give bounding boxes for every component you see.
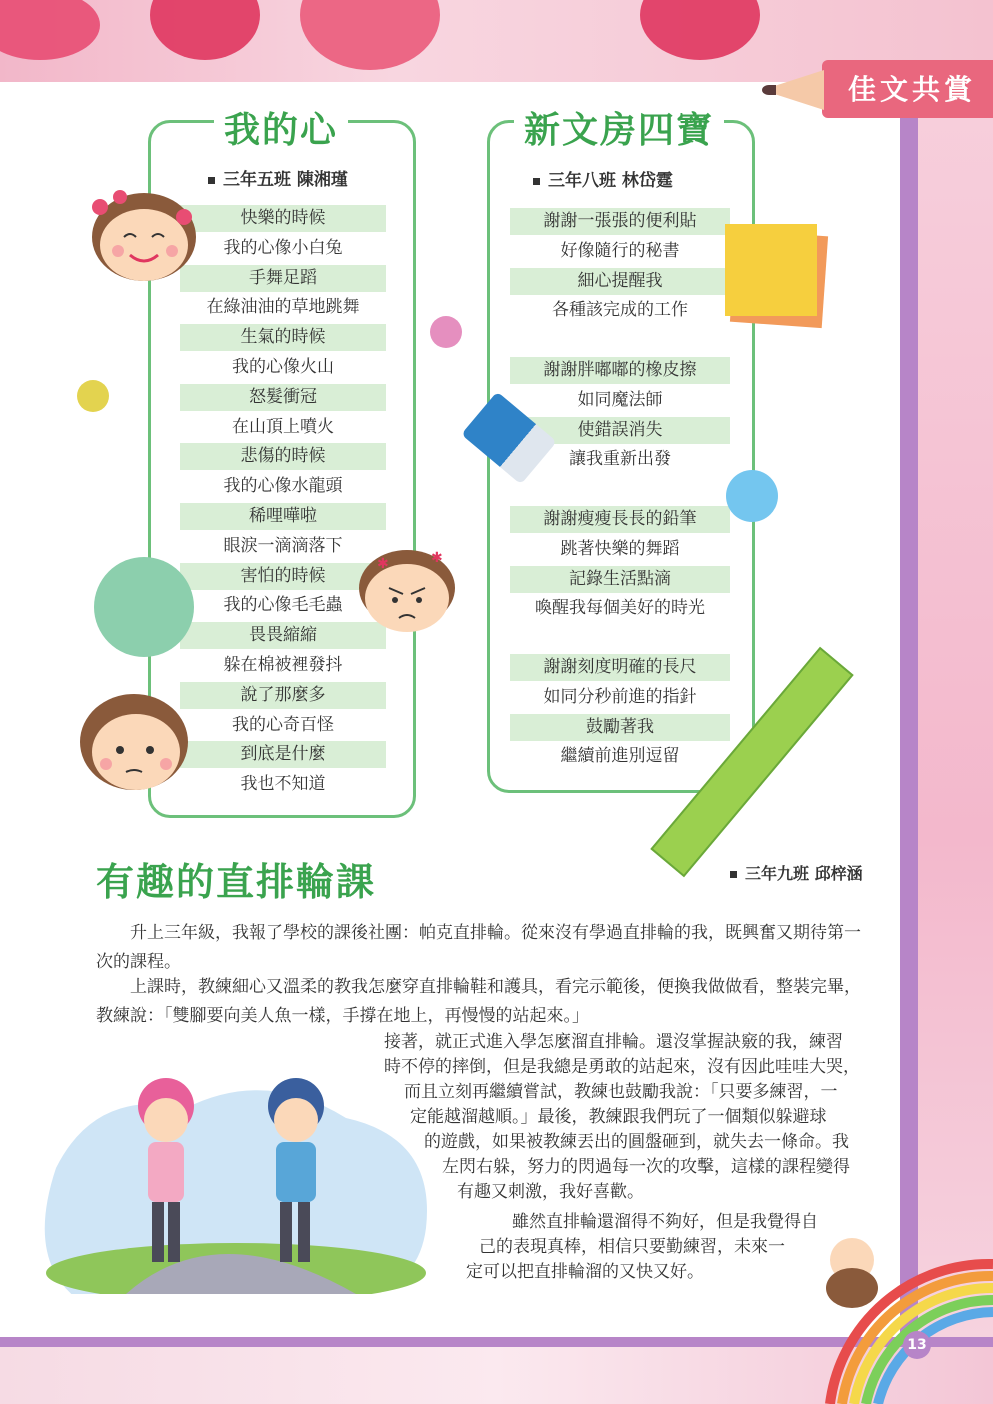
poem1-line: 生氣的時候 <box>180 324 386 351</box>
poem2-line: 各種該完成的工作 <box>552 300 688 321</box>
poem1-line: 我也不知道 <box>240 774 326 795</box>
paragraph-3-line: 而且立刻再繼續嘗試，教練也鼓勵我說：「只要多練習，一 <box>404 1082 838 1102</box>
yellow-dot <box>77 380 109 412</box>
paragraph-3-line: 的遊戲，如果被教練丟出的圓盤砸到，就失去一條命。我 <box>424 1132 849 1152</box>
paragraph-4-line: 雖然直排輪還溜得不夠好，但是我覺得自 <box>512 1212 818 1232</box>
poem2-line: 記錄生活點滴 <box>510 566 730 593</box>
poem1-line: 躲在棉被裡發抖 <box>223 655 343 675</box>
poem1-line: 我的心像毛毛蟲 <box>223 595 343 616</box>
girl-happy-icon <box>86 185 204 285</box>
paragraph-4-line: 定可以把直排輪溜的又快又好。 <box>466 1262 704 1282</box>
article-author: 三年九班 邱梓涵 <box>730 861 863 884</box>
purple-side-bar <box>900 112 918 1337</box>
girl-confused-icon <box>76 690 192 808</box>
poem2-line: 讓我重新出發 <box>569 449 671 470</box>
poem1-line: 到底是什麼 <box>180 741 386 768</box>
poem1-line: 我的心像水龍頭 <box>223 476 343 497</box>
paragraph-4-line: 己的表現真棒，相信只要勤練習，未來一 <box>479 1237 785 1257</box>
paragraph-3-line: 有趣又刺激，我好喜歡。 <box>457 1182 644 1202</box>
poem1-line: 害怕的時候 <box>180 563 386 590</box>
poem1-line: 說了那麼多 <box>180 682 386 709</box>
paragraph-3-line: 接著，就正式進入學怎麼溜直排輪。還沒掌握訣竅的我，練習 <box>384 1032 843 1052</box>
svg-text:✱: ✱ <box>377 556 389 572</box>
sticky-note-icon <box>725 224 817 316</box>
poem1-title: 我的心 <box>214 102 348 153</box>
poem1-line: 手舞足蹈 <box>180 265 386 292</box>
poem2-line: 繼續前進別逗留 <box>560 746 680 767</box>
rainbow-character-icon <box>790 1228 993 1404</box>
pink-dot <box>430 316 462 348</box>
poem2-line: 謝謝瘦瘦長長的鉛筆 <box>510 506 730 533</box>
poem1-line: 快樂的時候 <box>180 205 386 232</box>
poem1-line: 畏畏縮縮 <box>180 622 386 649</box>
poem2-line: 如同分秒前進的指針 <box>543 686 697 707</box>
poem2-line: 細心提醒我 <box>510 268 730 295</box>
skating-kids-illustration <box>36 1058 436 1294</box>
article-title: 有趣的直排輪課 <box>96 859 377 904</box>
poem1-line: 怒髮衝冠 <box>180 384 386 411</box>
poem2-author: 三年八班 林岱霆 <box>533 166 673 191</box>
poem1-line: 我的心像火山 <box>232 357 334 377</box>
poem2-line: 鼓勵著我 <box>510 714 730 741</box>
poem2-line: 跳著快樂的舞蹈 <box>560 538 680 559</box>
poem2-line: 謝謝一張張的便利貼 <box>510 208 730 235</box>
poem2-line: 好像隨行的秘書 <box>560 240 680 261</box>
pencil-lead-icon <box>762 85 776 95</box>
section-tag: 佳文共賞 <box>848 73 977 106</box>
poem2-line: 如同魔法師 <box>577 389 663 410</box>
blue-dot <box>726 470 778 522</box>
poem2-line: 謝謝刻度明確的長尺 <box>510 654 730 681</box>
boy-angry-icon <box>355 548 459 636</box>
green-dot <box>94 557 194 657</box>
poem2-title: 新文房四寶 <box>514 102 724 153</box>
poem1-line: 在山頂上噴火 <box>232 416 334 437</box>
poem2-line: 使錯誤消失 <box>510 417 730 444</box>
article-paragraph-2: 上課時，教練細心又溫柔的教我怎麼穿直排輪鞋和護具，看完示範後，便換我做做看，整裝完畢，教練說：「雙腳要向美人魚一樣，手撐在地上，再慢慢的站起來。」 <box>96 977 861 1026</box>
paragraph-3-line: 左閃右躲，努力的閃過每一次的攻擊，這樣的課程變得 <box>442 1157 850 1177</box>
poem1-line: 我的心像小白兔 <box>223 237 343 258</box>
poem2-line: 謝謝胖嘟嘟的橡皮擦 <box>510 357 730 384</box>
poem1-line: 在綠油油的草地跳舞 <box>206 297 360 318</box>
poem1-line: 眼淚一滴滴落下 <box>223 535 343 556</box>
paragraph-3-line: 時不停的摔倒，但是我總是勇敢的站起來，沒有因此哇哇大哭， <box>384 1057 860 1077</box>
poem1-line: 稀哩嘩啦 <box>180 503 386 530</box>
poem1-line: 悲傷的時候 <box>180 443 386 470</box>
poem1-author: 三年五班 陳湘瑾 <box>208 165 348 190</box>
svg-text:✱: ✱ <box>431 550 443 566</box>
poem2-line: 喚醒我每個美好的時光 <box>535 598 705 619</box>
article-paragraph-1: 升上三年級，我報了學校的課後社團：帕克直排輪。從來沒有學過直排輪的我，既興奮又期待第一次的課程。 <box>96 923 861 972</box>
poem1-line: 我的心奇百怪 <box>232 714 334 735</box>
paragraph-3-line: 定能越溜越順。」最後，教練跟我們玩了一個類似躲避球 <box>410 1107 827 1127</box>
page-number: 13 <box>903 1331 931 1359</box>
